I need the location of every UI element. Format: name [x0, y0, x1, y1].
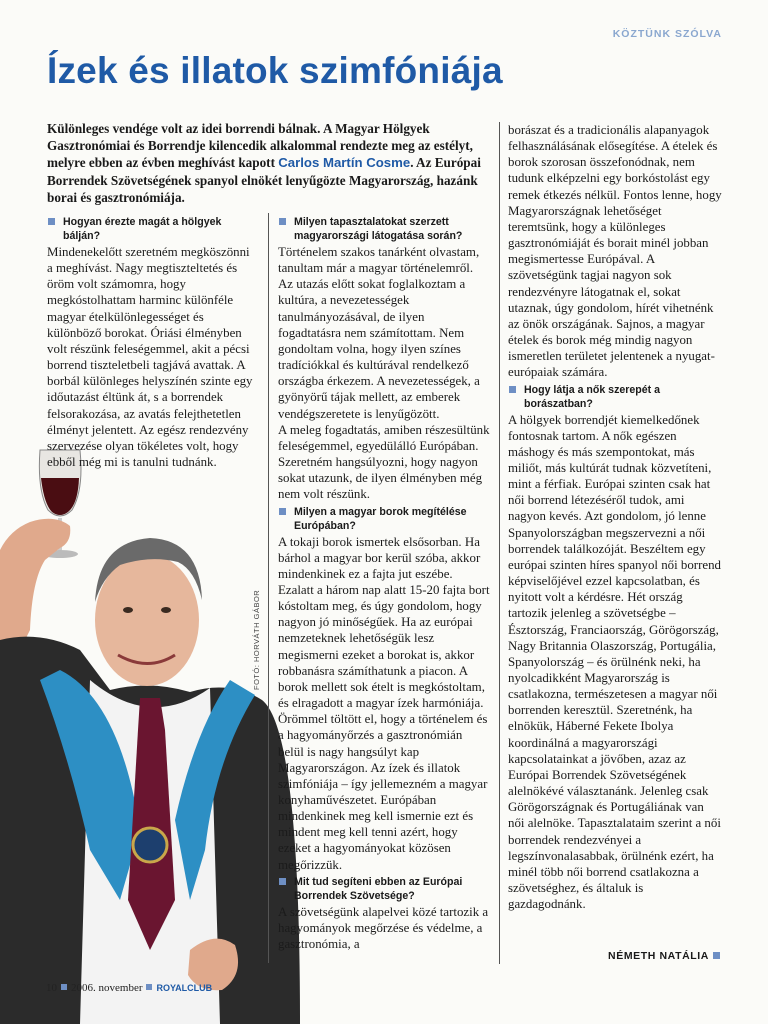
photo-credit: FOTÓ: HORVÁTH GÁBOR: [252, 589, 261, 690]
footer-square-icon: [61, 984, 67, 990]
answer-1: Mindenekelőtt szeretném megköszönni a meghívást. Nagy megtiszteltetés és öröm volt számomra, hogy megkóstolhattam harminc különféle magyar ételkülönlegességet és különböző borokat. Óriási élményben volt részünk feleségemmel, akit a pécsi borrend tiszteletbeli tagjává avattak. A borbál különleges helyszínén szinte egy időutazást éltünk át, s a borrendek felsorakozása, az avatás felejthetetlen élményt jelentett. Az egész rendezvény szervezése olyan tökéletes volt, hogy ebből még mi is tanulni tudnánk.: [47, 245, 253, 470]
guest-photo: [0, 430, 300, 1024]
column-1: [47, 213, 257, 470]
answer-5: A hölgyek borrendjét kiemelkedőnek fontosnak tartom. A nők egészen máshogy és más szempontokat, más miliőt, más kultúrát tudnak közvetíteni, mint a férfiak. Európai szinten csak hat női borrend létezéséről tudok, ami nagyon kevés. Azt gondolom, jó lenne Spanyolországban megszervezni a női borrendek találkozóját. Beszéltem egy európai szinten híres spanyol női borrend képviselőjével ezzel kapcsolatban, és nyitott volt a kérdésre. Hét ország tartozik jelenleg a szövetségbe – Észtország, Franciaország, Görögország, Nagy Britannia Olaszország, Portugália, Spanyolország – és örülnénk neki, ha nyolcadikként Magyarország is csatlakozna, természetesen a magyar női borrenden keresztül. Szeretnénk, ha elnökük, Háberné Fekete Ibolya koordinálná a magyarországi kapcsolatainkat a jövőben, azaz az Európai Borrendek Szövetségének alelnökévé választanánk. Jelenleg csak Görögországnak és Portugáliának van női alelnöke. Tapasztalataim szerint a női borrendek rendezvényei a legszínvonalasabbak, örülnénk ezért, ha minél több női borrend csatlakozna a szövetséghez, és általuk is gazdagodnánk.: [508, 412, 721, 912]
column-rule-2: [499, 122, 500, 964]
article-title: Ízek és illatok szimfóniája: [47, 50, 503, 91]
lead-text-after: . Az Európai Borrendek Szövetségének spanyol elnökét lenyűgözte Magyarország, hazánk borai és gasztronómiája.: [47, 155, 481, 205]
question-3: Milyen a magyar borok megítélése Európában?: [278, 505, 490, 533]
article-lead: [47, 120, 489, 206]
column-3: [508, 122, 722, 912]
footer-square-icon-2: [146, 984, 152, 990]
question-2: Milyen tapasztalatokat szerzett magyarországi látogatása során?: [278, 215, 490, 243]
page-footer: [46, 982, 212, 994]
magazine-brand: ROYALCLUB: [156, 983, 213, 993]
answer-2b: A meleg fogadtatás, amiben részesültünk feleségemmel, egyedülálló Európában. Szeretném hangsúlyozni, hogy nagyon sokat utazunk, de ilyen élményben még nem volt részünk.: [278, 422, 490, 502]
page-number: 10: [46, 982, 57, 994]
guest-face-illustration: [95, 538, 202, 686]
section-tag: KÖZTÜNK SZÓLVA: [612, 28, 722, 40]
question-5: Hogy látja a nők szerepét a borászatban?: [508, 383, 722, 411]
end-square-icon: [713, 952, 720, 959]
column-rule-1: [268, 213, 269, 963]
author-name: NÉMETH NATÁLIA: [608, 950, 709, 962]
question-4: Mit tud segíteni ebben az Európai Borrendek Szövetsége?: [278, 875, 490, 903]
robe-illustration: [0, 637, 300, 1024]
answer-4-continued: borászat és a tradicionális alapanyagok felhasználásának elősegítése. A ételek és borok szorosan összefonódnak, nem tudunk elképzelni egy borkóstolást egy remek étkezés nélkül. Fontos lenne, hogy Magyarországnak lehetőséget teremtsünk, hogy a különleges gasztronómiáját és borait minél jobban megismertesse Európával. A szövetségünk tagjai nagyon sok rendezvényre látogatnak el, sokat utaznak, úgy gondolom, hírét vihetnénk az önök országának. Sajnos, a magyar ételek és borok még mindig nagyon ismeretlen területet jelentenek a nyugat-európaiak számára.: [508, 123, 722, 380]
answer-2: Történelem szakos tanárként olvastam, tanultam már a magyar történelemről. Az utazás előtt sokat foglalkoztam a kultúra, a nevezetességek tanulmányozásával, de ilyen fogadtatásra nem számítottam. Nem gondoltam volna, hogy ilyen színes tradíciókkal és kultúrával rendelkező országba érkezem. A nevezetességek, a gyönyörű tájak mellett, az emberek vendégszeretete is lenyűgözött.: [278, 245, 480, 421]
author-byline: [608, 950, 720, 962]
lead-guest-name: Carlos Martín Cosme: [278, 155, 411, 171]
answer-4: A szövetségünk alapelvei közé tartozik a hagyományok megőrzése és védelme, a gasztronómia, a: [278, 904, 489, 952]
issue-date: 2006. november: [71, 982, 143, 994]
question-1: Hogyan érezte magát a hölgyek bálján?: [47, 215, 257, 243]
answer-3: A tokaji borok ismertek elsősorban. Ha bárhol a magyar bor kerül szóba, akkor mindenkinek ez a fajta jut eszébe. Ezalatt a három nap alatt 15-20 fajta bort kóstoltam meg, és úgy gondolom, hogy nagyon jó minőségűek. Ha az európai nemzeteknek lehetőségük lesz megismerni ezeket a borokat is, akkor robbanásra számíthatunk a piacon. A borok mellett sok ételt is megkóstoltam, és elragadott a magyar ízek harmóniája. Örömmel töltött el, hogy a történelem és a hagyományőrzés a gasztronómián belül is nagy hangsúlyt kap Magyarországon. Az ízek és illatok szimfóniája – így jellemezném a magyar konyhaművészetet. Európában mindenkinek meg kell ismernie ezt és mindent meg kell tenni azért, hogy ezeket a hagyományokat közösen megőrizzük.: [278, 534, 490, 872]
column-2: [278, 213, 490, 952]
lead-text-before: Különleges vendége volt az idei borrendi bálnak. A Magyar Hölgyek Gasztronómiai és Borrendje kilencedik alkalommal rendezte meg az estélyt, melyre ebben az évben meghívást kapott: [47, 121, 473, 171]
